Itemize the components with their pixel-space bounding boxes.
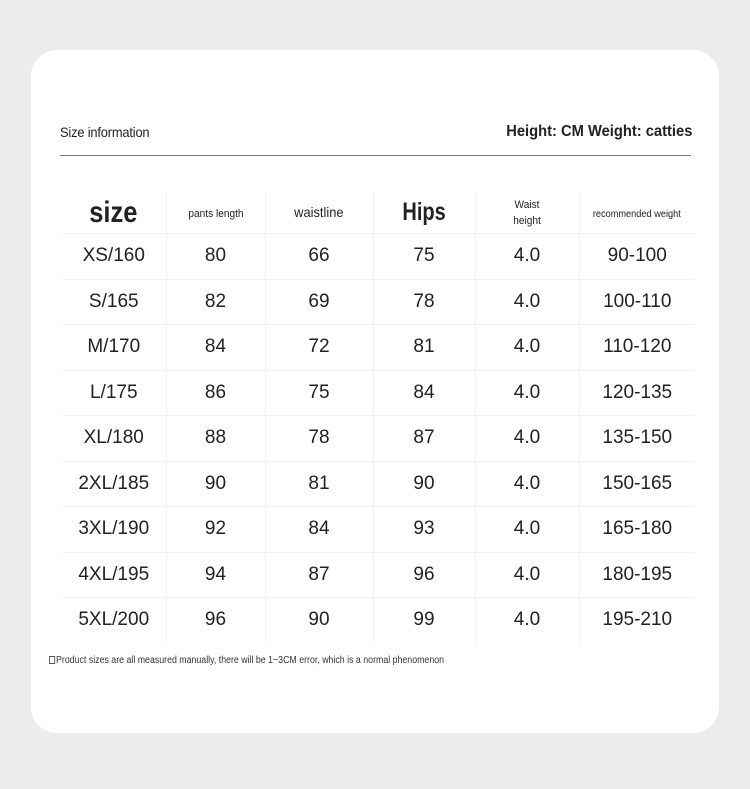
table-row xyxy=(62,325,695,371)
cell-recommended-weight: 120-135 xyxy=(579,370,695,416)
cell-size: S/165 xyxy=(62,279,166,325)
cell-waist-height: 4.0 xyxy=(475,507,579,553)
cell-recommended-weight: 150-165 xyxy=(579,461,695,507)
cell-recommended-weight: 180-195 xyxy=(579,552,695,598)
cell-pants-length: 80 xyxy=(166,234,265,280)
column-header-pants-length: pants length xyxy=(166,192,265,234)
column-header-waist-height: Waist height xyxy=(475,192,579,234)
footnote-text: Product sizes are all measured manually, there will be 1~3CM error, which is a normal phenomenon xyxy=(56,655,444,666)
cell-recommended-weight: 165-180 xyxy=(579,507,695,553)
cell-pants-length: 92 xyxy=(166,507,265,553)
cell-hips: 99 xyxy=(373,598,475,643)
column-header-hips: Hips xyxy=(373,192,475,234)
cell-pants-length: 88 xyxy=(166,416,265,462)
note-marker-icon xyxy=(49,656,55,664)
table-row xyxy=(62,279,695,325)
cell-hips: 81 xyxy=(373,325,475,371)
measurement-footnote xyxy=(49,655,444,666)
cell-size: XL/180 xyxy=(62,416,166,462)
cell-waistline: 72 xyxy=(265,325,373,371)
cell-waistline: 87 xyxy=(265,552,373,598)
table-row xyxy=(62,461,695,507)
table-row xyxy=(62,370,695,416)
cell-waistline: 69 xyxy=(265,279,373,325)
units-note: Height: CM Weight: catties xyxy=(505,123,692,140)
cell-hips: 90 xyxy=(373,461,475,507)
cell-waistline: 84 xyxy=(265,507,373,553)
cell-pants-length: 94 xyxy=(166,552,265,598)
cell-waistline: 66 xyxy=(265,234,373,280)
table-row xyxy=(62,552,695,598)
cell-hips: 96 xyxy=(373,552,475,598)
cell-size: M/170 xyxy=(62,325,166,371)
cell-recommended-weight: 90-100 xyxy=(579,234,695,280)
table-row xyxy=(62,416,695,462)
cell-size: L/175 xyxy=(62,370,166,416)
cell-waist-height: 4.0 xyxy=(475,461,579,507)
table-row xyxy=(62,234,695,280)
cell-hips: 75 xyxy=(373,234,475,280)
cell-waist-height: 4.0 xyxy=(475,234,579,280)
cell-waist-height: 4.0 xyxy=(475,325,579,371)
cell-size: 3XL/190 xyxy=(62,507,166,553)
cell-size: XS/160 xyxy=(62,234,166,280)
column-header-waistline: waistline xyxy=(265,192,373,234)
size-table xyxy=(62,192,695,643)
column-header-size: size xyxy=(62,192,166,234)
cell-hips: 93 xyxy=(373,507,475,553)
cell-pants-length: 86 xyxy=(166,370,265,416)
cell-pants-length: 90 xyxy=(166,461,265,507)
cell-hips: 87 xyxy=(373,416,475,462)
cell-waistline: 81 xyxy=(265,461,373,507)
size-chart-card xyxy=(31,50,719,733)
cell-pants-length: 84 xyxy=(166,325,265,371)
cell-waist-height: 4.0 xyxy=(475,598,579,643)
cell-waist-height: 4.0 xyxy=(475,370,579,416)
cell-waistline: 78 xyxy=(265,416,373,462)
table-header-row xyxy=(62,192,695,234)
size-information-title: Size information xyxy=(60,124,150,140)
cell-waistline: 90 xyxy=(265,598,373,643)
cell-recommended-weight: 195-210 xyxy=(602,609,673,631)
cell-recommended-weight: 100-110 xyxy=(579,279,695,325)
cell-size: 2XL/185 xyxy=(62,461,166,507)
header-divider xyxy=(60,155,691,156)
cell-waist-height: 4.0 xyxy=(475,279,579,325)
cell-recommended-weight: 135-150 xyxy=(579,416,695,462)
cell-waistline: 75 xyxy=(265,370,373,416)
cell-waist-height: 4.0 xyxy=(475,552,579,598)
cell-pants-length: 82 xyxy=(166,279,265,325)
cell-waist-height: 4.0 xyxy=(475,416,579,462)
cell-size: 4XL/195 xyxy=(62,552,166,598)
cell-size: 5XL/200 xyxy=(62,598,166,643)
table-row xyxy=(62,507,695,553)
cell-hips: 84 xyxy=(373,370,475,416)
table-row xyxy=(62,598,695,643)
column-header-recommended-weight: recommended weight xyxy=(579,192,695,234)
cell-pants-length: 96 xyxy=(166,598,265,643)
cell-recommended-weight: 110-120 xyxy=(579,325,695,371)
cell-hips: 78 xyxy=(373,279,475,325)
